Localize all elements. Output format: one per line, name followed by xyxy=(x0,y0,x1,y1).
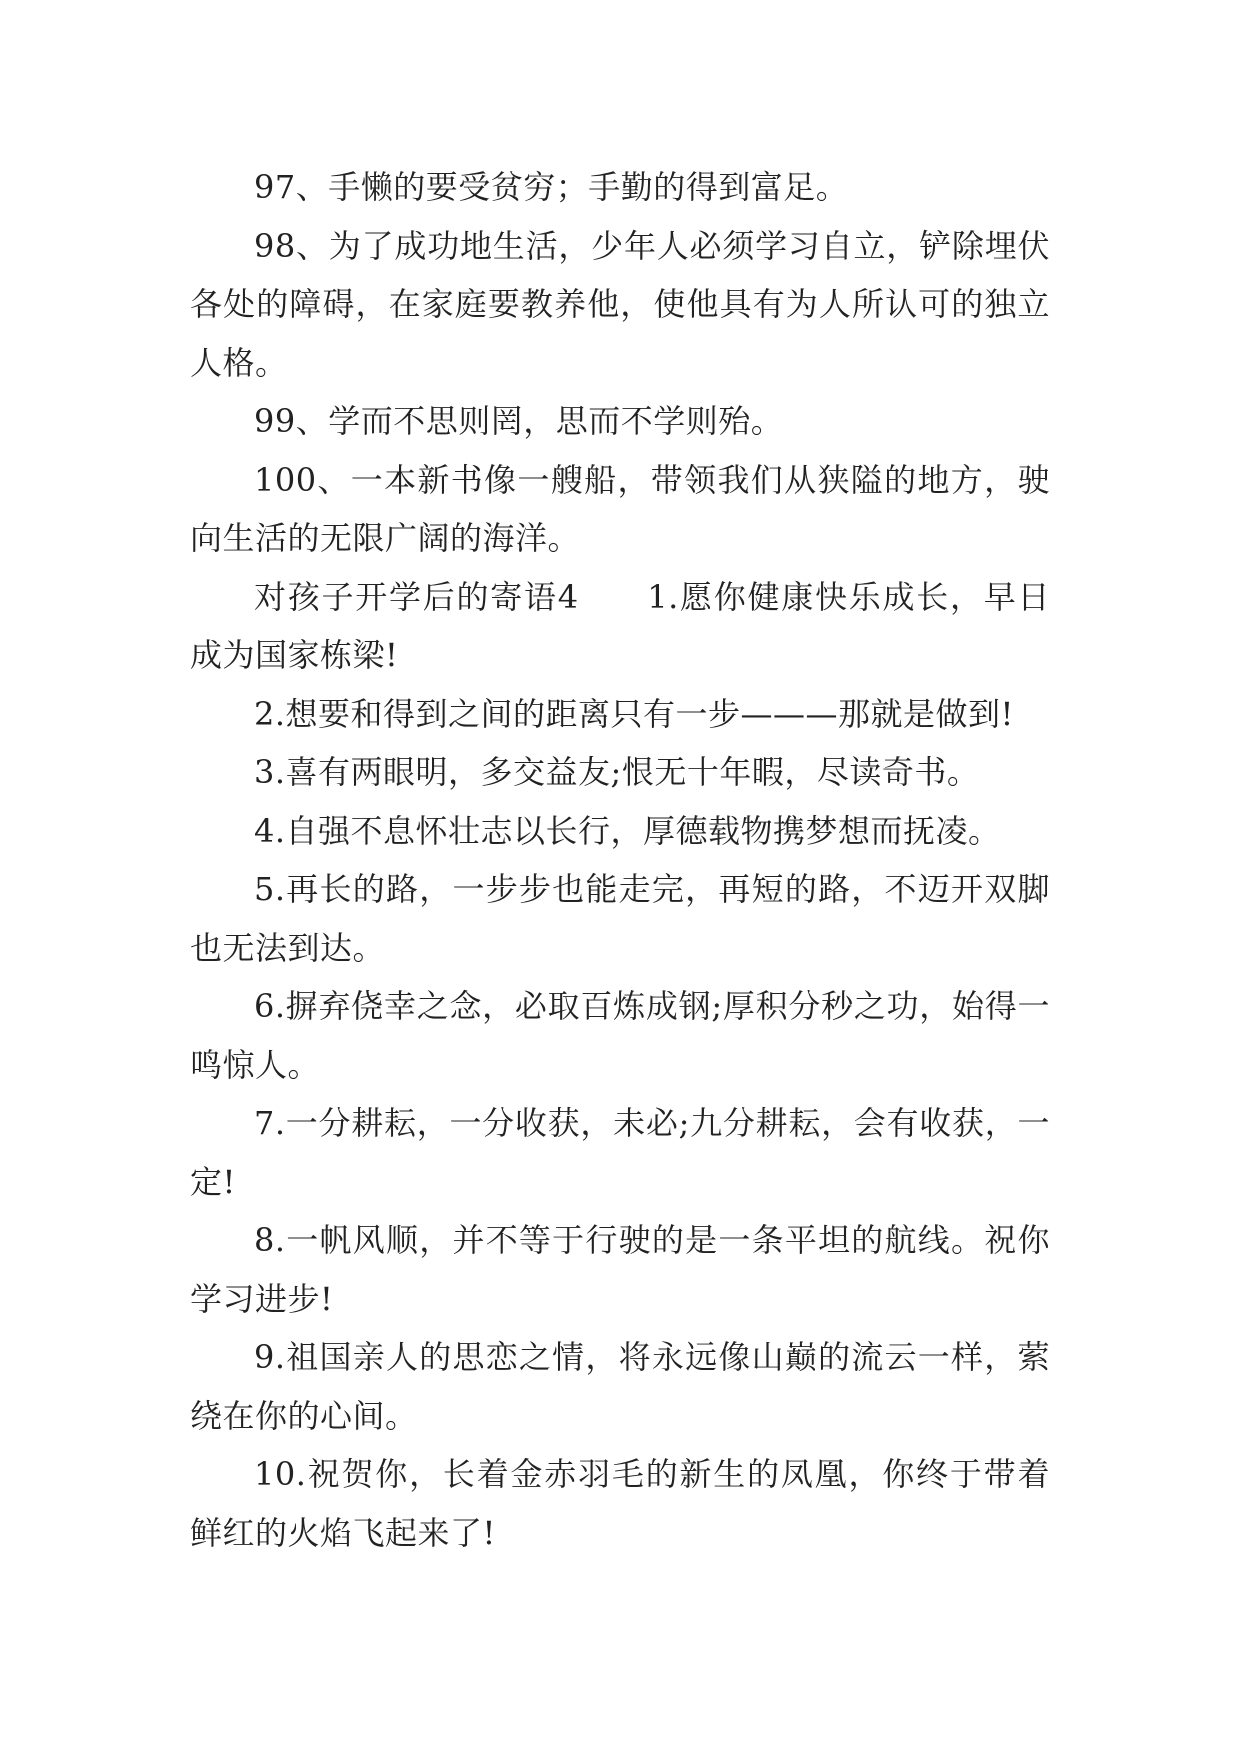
paragraph-item-2: 2.想要和得到之间的距离只有一步———那就是做到! xyxy=(254,694,1014,733)
paragraph-item-4: 4.自强不息怀壮志以长行，厚德载物携梦想而抚凌。 xyxy=(254,811,1001,850)
paragraph-item-6: 6.摒弃侥幸之念，必取百炼成钢;厚积分秒之功，始得一鸣惊人。 xyxy=(190,987,1050,1084)
paragraph-item-10: 10.祝贺你，长着金赤羽毛的新生的凤凰，你终于带着鲜红的火焰飞起来了! xyxy=(190,1455,1050,1552)
paragraph-section-4-item-1: 对孩子开学后的寄语4 1.愿你健康快乐成长，早日成为国家栋梁! xyxy=(190,577,1050,674)
paragraph-100: 100、一本新书像一艘船，带领我们从狭隘的地方，驶向生活的无限广阔的海洋。 xyxy=(190,460,1050,557)
paragraph-item-8: 8.一帆风顺，并不等于行驶的是一条平坦的航线。祝你学习进步! xyxy=(190,1221,1050,1318)
document-body xyxy=(190,158,1050,1562)
paragraph-97: 97、手懒的要受贫穷；手勤的得到富足。 xyxy=(254,168,849,206)
paragraph-item-3: 3.喜有两眼明，多交益友;恨无十年暇，尽读奇书。 xyxy=(254,753,980,791)
paragraph-item-9: 9.祖国亲人的思恋之情，将永远像山巅的流云一样，萦绕在你的心间。 xyxy=(190,1338,1050,1435)
paragraph-item-7: 7.一分耕耘，一分收获，未必;九分耕耘，会有收获，一定! xyxy=(190,1104,1050,1201)
paragraph-99: 99、学而不思则罔，思而不学则殆。 xyxy=(254,402,784,440)
paragraph-item-5: 5.再长的路，一步步也能走完，再短的路，不迈开双脚也无法到达。 xyxy=(190,870,1050,967)
paragraph-98: 98、为了成功地生活，少年人必须学习自立，铲除埋伏各处的障碍，在家庭要教养他，使他具有为人所认可的独立人格。 xyxy=(190,226,1050,382)
